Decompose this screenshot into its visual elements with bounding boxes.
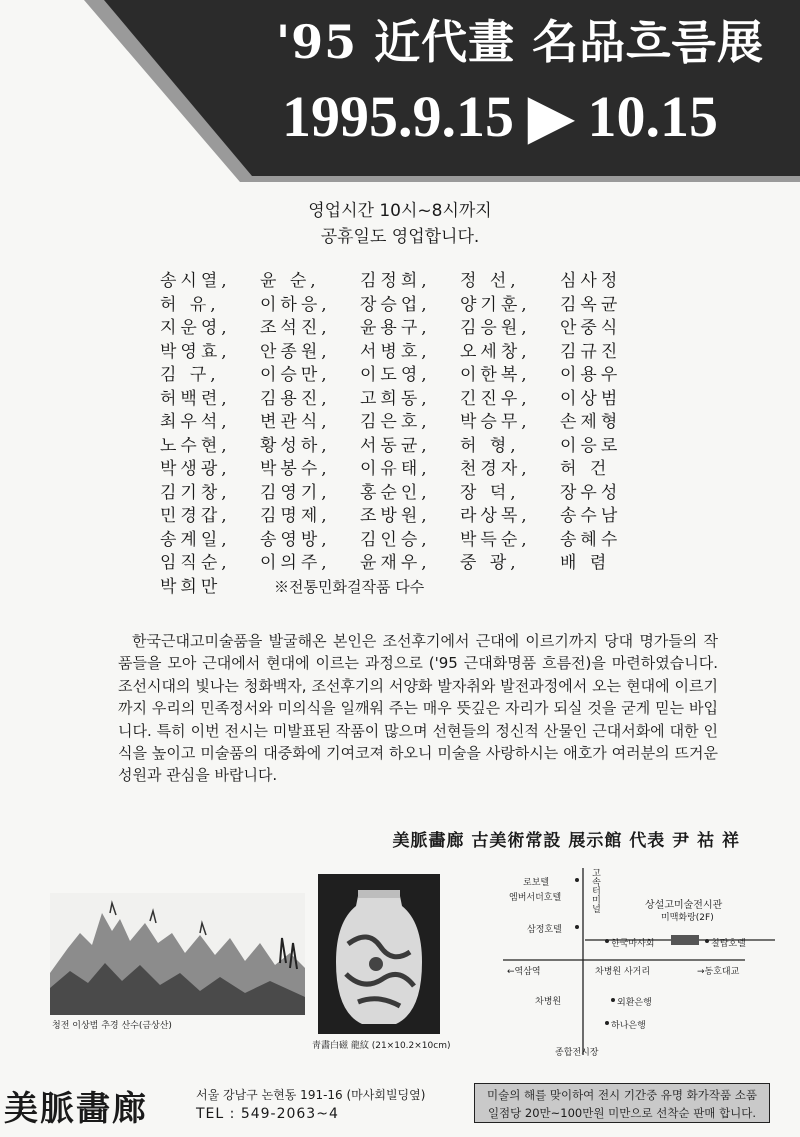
artist-row <box>160 270 660 294</box>
artist-name: 허 유, <box>160 294 220 315</box>
artist-name: 이용우 <box>560 365 622 385</box>
artist-name: 이상범 <box>560 388 622 409</box>
artist-name: 박승무, <box>460 412 531 432</box>
artist-name: 양기훈, <box>460 294 531 315</box>
map-label-exchange: 외환은행 <box>617 998 652 1008</box>
folk-painting-note: ※전통민화걸작품 다수 <box>274 577 425 596</box>
artist-name: 김정희, <box>360 271 431 291</box>
artist-name: 황성하, <box>260 435 331 456</box>
artist-name: 김용진, <box>260 388 331 409</box>
business-hours <box>0 198 800 250</box>
map-label-terminal: 고속터미널 <box>590 868 600 913</box>
landscape-painting-image <box>50 893 305 1015</box>
signature: 美脈畵廊 古美術常設 展示館 代表 尹 祜 祥 <box>392 831 740 851</box>
artist-name: 라상목, <box>460 506 531 526</box>
artist-name: 박영효, <box>160 341 231 362</box>
artist-name: 김규진 <box>560 341 622 362</box>
artist-name: 윤재우, <box>360 553 431 573</box>
map-label-hana: 하나은행 <box>611 1021 646 1031</box>
artist-list <box>160 270 660 599</box>
artist-name: 서병호, <box>360 341 431 362</box>
artist-name: 고희동, <box>360 388 431 409</box>
artist-row <box>160 552 660 576</box>
artist-name: 이도영, <box>360 365 431 385</box>
artist-name: 송수남 <box>560 506 622 526</box>
gallery-address: 서울 강남구 논현동 191-16 (마사회빌딩옆) <box>196 1088 426 1102</box>
artist-name: 심사정 <box>560 271 622 291</box>
artist-name: 김은호, <box>360 412 431 432</box>
map-label-gallery-sub: 미맥화랑(2F) <box>661 913 714 923</box>
artist-name: 김명제, <box>260 506 331 526</box>
artist-name: 노수현, <box>160 435 231 456</box>
artist-name: 이응로 <box>560 435 622 456</box>
artist-name: 이하응, <box>260 294 331 315</box>
gallery-phone: TEL : 549-2063~4 <box>196 1106 339 1122</box>
artist-name: 허 건 <box>560 459 611 479</box>
map-label-lotte: 로보텔 <box>523 878 550 888</box>
artist-row <box>160 364 660 388</box>
vase-caption: 靑畵白磁 龍紋 (21×10.2×10cm) <box>312 1041 451 1051</box>
exhibition-title: '95 近代畫 名品흐름展 <box>276 15 764 69</box>
artist-name: 안종원, <box>260 341 331 362</box>
artist-name: 박봉수, <box>260 459 331 479</box>
map-label-jonghap: 종합전시장 <box>555 1048 599 1058</box>
artist-name: 김 구, <box>160 365 220 385</box>
artist-name: 송혜수 <box>560 529 622 550</box>
artist-name: 허 형, <box>460 435 520 456</box>
artist-row <box>160 576 660 600</box>
artist-name: 임직순, <box>160 553 231 573</box>
artist-name: 최우석, <box>160 412 231 432</box>
map-label-gallery: 상설고미술전시관 <box>645 900 723 911</box>
artist-name: 김인승, <box>360 529 431 550</box>
artist-row <box>160 458 660 482</box>
exhibition-dates: 1995.9.15 ▶ 10.15 <box>281 84 719 149</box>
intro-paragraph: 한국근대고미술품을 발굴해온 본인은 조선후기에서 근대에 이르기까지 당대 명가들의 작품들을 모아 근대에서 현대에 이르는 과정으로 ('95 근대화명품 흐름전)을 마련하였습니다. 조선시대의 빛나는 청화백자, 조선후기의 서양화 발자취와 발전과정에서 오는 현대에 이르기 까지 우리의 민족정서와 미의식을 일깨워 주는 매우 뜻깊은 자리가 되실 것을 굳게 믿는 바입니다. 특히 이번 전시는 미발표된 작품이 많으며 선현들의 정신적 산물인 근대서화에 대한 인식을 높이고 미술품의 대중화에 기여코져 하오니 미술을 사랑하시는 애호가 여러분의 뜨거운 성원과 관심을 바랍니다. <box>118 632 718 785</box>
notice-line-1: 미술의 해를 맞이하여 전시 기간중 유명 화가작품 소품 <box>487 1088 757 1102</box>
gallery-logo: 美脈畵廊 <box>4 1089 148 1129</box>
painting-caption: 청전 이상범 추경 산수(금상산) <box>52 1021 172 1031</box>
artist-name: 조방원, <box>360 506 431 526</box>
artist-name: 민경갑, <box>160 506 231 526</box>
artist-name: 허백련, <box>160 388 231 409</box>
artist-row <box>160 294 660 318</box>
artist-name: 이유태, <box>360 459 431 479</box>
artist-name: 오세창, <box>460 341 531 362</box>
artist-name: 이한복, <box>460 365 531 385</box>
artist-name: 변관식, <box>260 412 331 432</box>
artist-name: 장 덕, <box>460 482 520 503</box>
artist-name: 박생광, <box>160 459 231 479</box>
artist-name: 긴진우, <box>460 388 531 409</box>
notice-line-2: 일점당 20만~100만원 미만으로 선착순 판매 합니다. <box>487 1106 757 1120</box>
sale-notice-box <box>474 1083 770 1123</box>
artist-name: 송영방, <box>260 529 331 550</box>
map-label-hotel: 엠버서더호텔 <box>509 893 562 903</box>
artist-name: 서동균, <box>360 435 431 456</box>
artist-name: 장우성 <box>560 482 622 503</box>
artist-row <box>160 435 660 459</box>
artist-name: 송계일, <box>160 529 231 550</box>
location-map <box>495 860 785 1075</box>
artist-row <box>160 529 660 553</box>
map-label-yeoksam: ←역삼역 <box>507 967 541 977</box>
artist-name: 박희만 <box>160 576 222 597</box>
artist-row <box>160 482 660 506</box>
artist-name: 손제형 <box>560 412 622 432</box>
artist-name: 윤 순, <box>260 271 320 291</box>
map-label-samjeong: 삼정호텔 <box>527 925 562 935</box>
hours-line-1: 영업시간 10시~8시까지 <box>308 201 492 221</box>
artist-name: 김영기, <box>260 482 331 503</box>
artist-name: 윤용구, <box>360 318 431 338</box>
artist-row <box>160 505 660 529</box>
artist-name: 장승업, <box>360 294 431 315</box>
artist-name: 박득순, <box>460 529 531 550</box>
artist-name: 지운영, <box>160 318 231 338</box>
hours-line-2: 공휴일도 영업합니다. <box>320 227 480 247</box>
artist-row <box>160 341 660 365</box>
artist-name: 김옥균 <box>560 294 622 315</box>
artist-name: 김기창, <box>160 482 231 503</box>
artist-row <box>160 317 660 341</box>
artist-name: 배 렴 <box>560 553 611 573</box>
map-label-dongho: →동호대교 <box>697 967 740 977</box>
map-label-ilbo: 칠탑호텔 <box>711 939 746 949</box>
artist-name: 이의주, <box>260 553 331 573</box>
artist-name: 중 광, <box>460 553 520 573</box>
artist-name: 정 선, <box>460 271 520 291</box>
artist-row <box>160 388 660 412</box>
intro-text <box>118 630 718 787</box>
artist-row <box>160 411 660 435</box>
artist-name: 조석진, <box>260 318 331 338</box>
artist-name: 송시열, <box>160 271 231 291</box>
artist-name: 안중식 <box>560 318 622 338</box>
map-label-cha-junction: 차병원 사거리 <box>595 967 651 977</box>
porcelain-vase-image <box>318 874 440 1034</box>
header-banner <box>0 0 800 190</box>
artist-name: 홍순인, <box>360 482 431 503</box>
map-label-horse: 한국마사회 <box>611 939 655 949</box>
artist-name: 김응원, <box>460 318 531 338</box>
artist-name: 천경자, <box>460 459 531 479</box>
map-label-chahospital: 차병원 <box>535 997 562 1007</box>
artist-name: 이승만, <box>260 365 331 385</box>
